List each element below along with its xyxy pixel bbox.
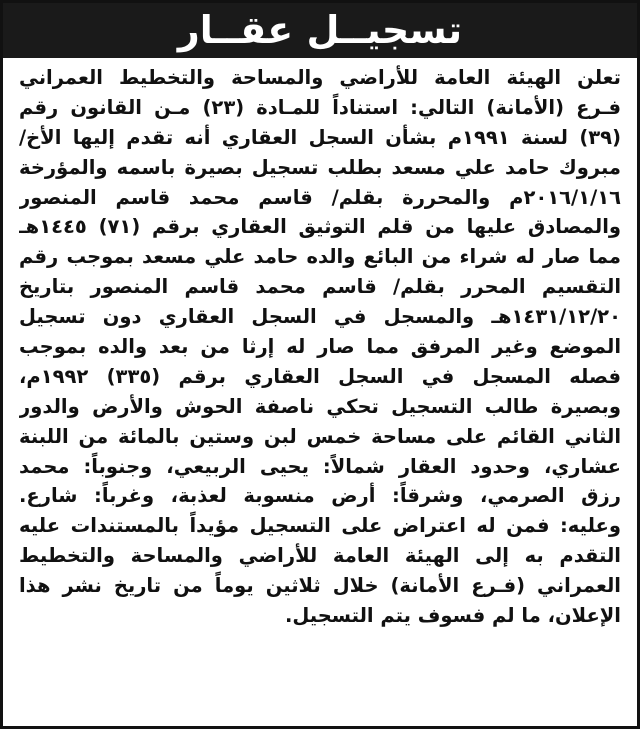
notice-line: الموضع وغير المرفق مما صار له إرثا من بعد والده بموجب [19, 335, 621, 359]
notice-line: فصله المسجل في السجل العقاري برقم (٣٣٥) ١٩٩٢م، [19, 364, 621, 388]
notice-line: العمراني (فـرع الأمانة) خلال ثلاثين يوماً من تاريخ نشر هذا [19, 574, 621, 598]
notice-line: عشاري، وحدود العقار شمالاً: يحيى الربيعي، وجنوباً: محمد [19, 454, 621, 478]
notice-line: فـرع (الأمانة) التالي: استناداً للمـادة (٢٣) مـن القانون رقم [19, 95, 621, 119]
notice-line: (٣٩) لسنة ١٩٩١م بشأن السجل العقاري أنه تقدم إليها الأخ/ [19, 125, 621, 149]
notice-title: تسجيــل عقــار [177, 8, 463, 52]
notice-line: ١٤٣١/١٢/٢٠هـ والمسجل في السجل العقاري دون تسجيل [19, 305, 621, 329]
notice-line: الثاني القائم على مساحة خمس لبن وستين بالمائة من اللبنة [19, 424, 621, 448]
notice-line: والمصادق عليها من قلم التوثيق العقاري برقم (٧١) ١٤٤٥هـ [19, 215, 621, 239]
notice-line: ٢٠١٦/١/١٦م والمحررة بقلم/ قاسم محمد قاسم المنصور [19, 185, 621, 209]
notice-line: رزق الصرمي، وشرقاً: أرض منسوبة لعذبة، وغرباً: شارع. [19, 484, 621, 508]
notice-line-last: الإعلان، ما لم فسوف يتم التسجيل. [284, 604, 621, 628]
notice-line: مبروك حامد علي مسعد بطلب تسجيل بصيرة باسمه والمؤرخة [19, 155, 621, 179]
notice-line: تعلن الهيئة العامة للأراضي والمساحة والتخطيط العمراني [19, 66, 621, 89]
notice-line: التقدم به إلى الهيئة العامة للأراضي والمساحة والتخطيط [19, 544, 621, 568]
notice-line: وبصيرة طالب التسجيل تحكي ناصفة الحوش والأرض والدور [19, 394, 621, 418]
notice-line: مما صار له شراء من البائع والده حامد علي مسعد بموجب رقم [19, 245, 621, 269]
notice-line: التقسيم المحرر بقلم/ قاسم محمد قاسم المنصور بتاريخ [19, 275, 621, 299]
title-bar [3, 3, 637, 58]
notice-body [19, 63, 621, 721]
notice-line: وعليه: فمن له اعتراض على التسجيل مؤيداً بالمستندات عليه [19, 514, 621, 538]
